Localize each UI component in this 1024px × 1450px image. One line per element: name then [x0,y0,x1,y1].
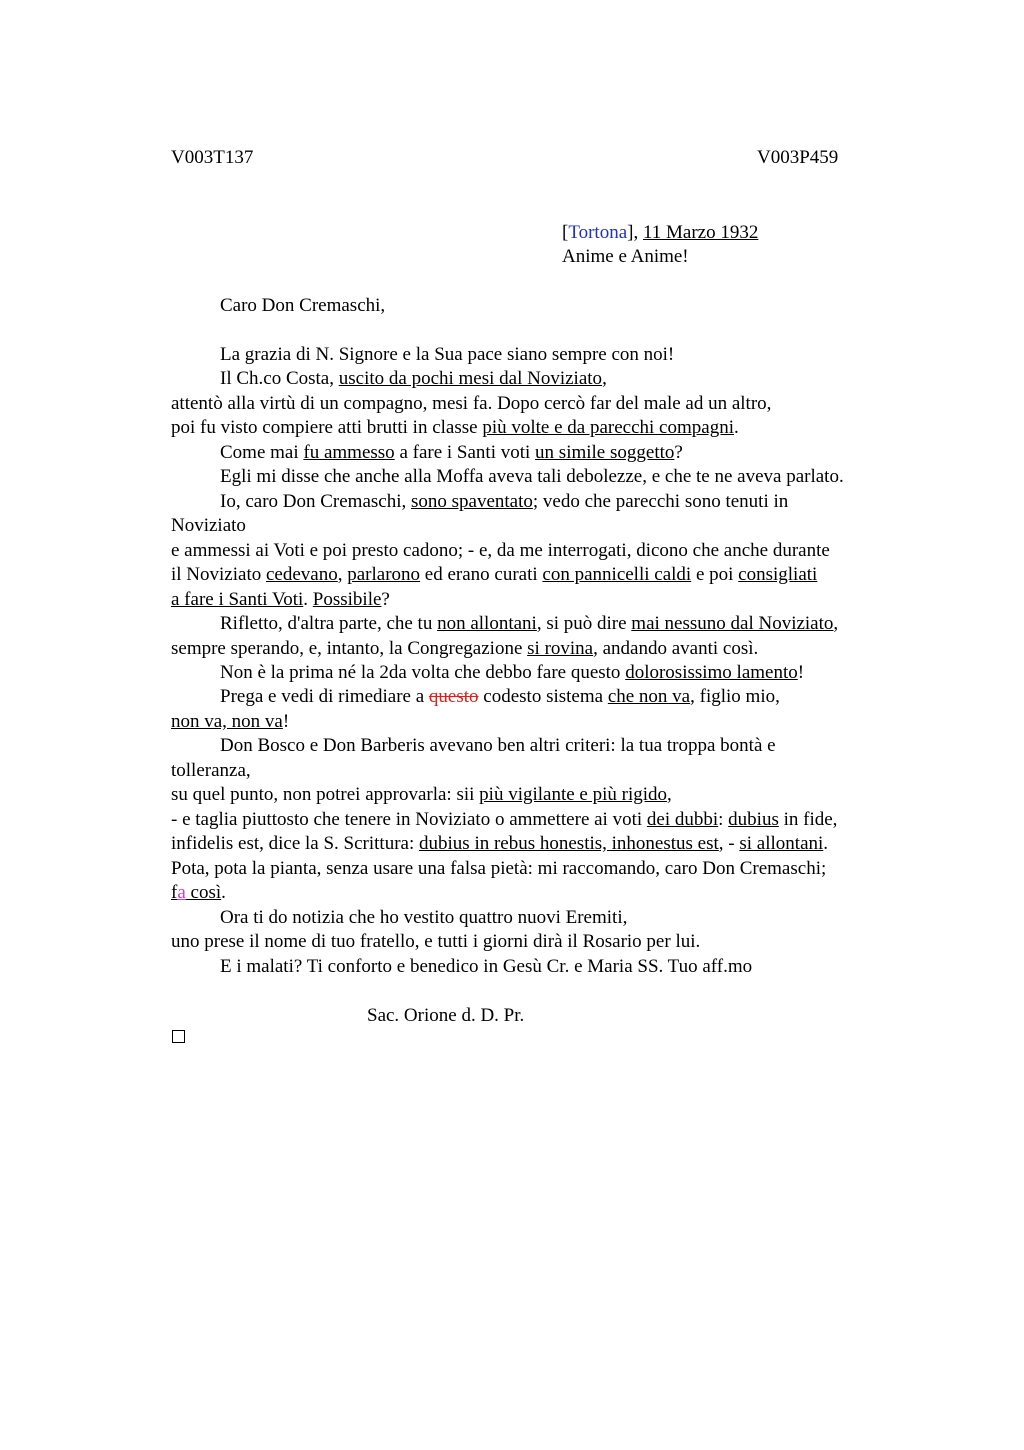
underlined-text: dolorosissimo lamento [625,662,798,683]
body-line-25: uno prese il nome di tuo fratello, e tutti i giorni dirà il Rosario per lui. [171,931,701,952]
text-span: sempre sperando, e, intanto, la Congregazione [171,638,528,659]
body-line-11 [171,588,390,612]
underlined-text: si rovina [527,638,594,659]
text-span: , si può dire [536,613,632,634]
text-span: ; vedo che parecchi sono tenuti in [532,491,789,512]
text-span: , [667,784,672,805]
body-line-15 [220,685,780,709]
bracket-close: ], [627,222,643,243]
body-line-26: E i malati? Ti conforto e benedico in Gesù Cr. e Maria SS. Tuo aff.mo [220,956,753,977]
body-line-18: tolleranza, [171,760,251,781]
underlined-text: un simile soggetto [535,442,675,463]
underlined-text: fu ammesso [303,442,395,463]
signature: Sac. Orione d. D. Pr. [367,1005,525,1026]
dateline [562,221,758,245]
text-span: su quel punto, non potrei approvarla: sii [171,784,480,805]
body-line-6: Egli mi disse che anche alla Moffa aveva tali debolezze, e che te ne aveva parlato. [220,466,844,487]
body-line-16 [171,710,289,734]
place-name: Tortona [568,222,628,243]
text-span: , figlio mio, [690,686,780,707]
body-line-20 [171,808,837,832]
text-span: , andando avanti così. [593,638,759,659]
body-line-9: e ammessi ai Voti e poi presto cadono; - e, da me interrogati, dicono che anche durante [171,540,830,561]
underlined-text: parlarono [347,564,421,585]
underlined-text: più volte e da parecchi compagni [482,417,734,438]
body-line-4 [171,416,739,440]
text-span: ? [381,589,390,610]
text-span: . [823,833,829,854]
underlined-text: dei dubbi [646,809,719,830]
letter-date: 11 Marzo 1932 [642,222,759,243]
text-span: Non è la prima né la 2da volta che debbo fare questo [220,662,626,683]
text-span: . [733,417,739,438]
underlined-text: non va, non va [171,711,283,732]
text-span: , [833,613,839,634]
body-line-17: Don Bosco e Don Barberis avevano ben altri criteri: la tua troppa bontà e [220,735,776,756]
text-span: , [602,368,607,389]
body-line-8: Noviziato [171,515,246,536]
text-span: Prega e vedi di rimediare a [220,686,429,707]
inserted-text: a [177,882,186,903]
body-line-21 [171,832,828,856]
text-span: , - [718,833,740,854]
underlined-text: più vigilante e più rigido [479,784,668,805]
underlined-text: dubius [728,809,779,830]
text-span: e poi [691,564,739,585]
underlined-text: consigliati [738,564,818,585]
text-span: a fare i Santi voti [394,442,536,463]
underlined-text: non allontani [437,613,537,634]
text-span: Io, caro Don Cremaschi, [220,491,411,512]
text-span: Il Ch.co Costa, [220,368,339,389]
body-line-3: attentò alla virtù di un compagno, mesi fa. Dopo cercò far del male ad un altro, [171,393,772,414]
body-line-7 [220,490,788,514]
body-line-13 [171,637,758,661]
underlined-text: sono spaventato [411,491,533,512]
text-span: ! [797,662,805,683]
underlined-text: con pannicelli caldi [542,564,692,585]
bracket-open: [ [562,222,569,243]
text-span: in fide, [778,809,838,830]
text-span: Come mai [220,442,304,463]
text-span: poi fu visto compiere atti brutti in classe [171,417,483,438]
text-span: , [337,564,348,585]
body-line-14 [220,661,804,685]
text-span: : [718,809,729,830]
underlined-text: cedevano [265,564,338,585]
body-line-24: Ora ti do notizia che ho vestito quattro nuovi Eremiti, [220,907,628,928]
text-span: codesto sistema [478,686,608,707]
text-span: . [303,589,313,610]
underlined-text: uscito da pochi mesi dal Noviziato [338,368,603,389]
text-span: infidelis est, dice la S. Scrittura: [171,833,420,854]
text-span: ! [282,711,290,732]
underlined-text: a fare i Santi Voti [171,589,304,610]
body-line-1: La grazia di N. Signore e la Sua pace siano sempre con noi! [220,344,675,365]
underlined-text: dubius in rebus honestis, inhonestus est [419,833,719,854]
underlined-text: mai nessuno dal Noviziato [631,613,834,634]
body-line-22: Pota, pota la pianta, senza usare una falsa pietà: mi raccomando, caro Don Cremaschi; [171,858,827,879]
text-span: il Noviziato [171,564,266,585]
text-span: Rifletto, d'altra parte, che tu [220,613,438,634]
body-line-23 [171,881,226,905]
underlined-text: così [190,882,222,903]
underlined-text: che non va [607,686,691,707]
right-code: V003P459 [757,147,839,168]
body-line-12 [220,612,838,636]
deleted-text: questo [428,686,479,707]
motto: Anime e Anime! [562,246,689,267]
text-span: ed erano curati [420,564,543,585]
text-span: - e taglia piuttosto che tenere in Noviziato o ammettere ai voti [171,809,647,830]
text-span: ? [674,442,683,463]
body-line-19 [171,783,672,807]
body-line-2 [220,367,607,391]
left-code: V003T137 [171,147,254,168]
salutation: Caro Don Cremaschi, [220,295,386,316]
text-span: . [221,882,226,903]
body-line-5 [220,441,683,465]
body-line-10 [171,563,817,587]
underlined-text: Possibile [312,589,382,610]
underlined-text: f [171,882,178,903]
underlined-text: si allontani [739,833,824,854]
empty-box-icon [172,1030,185,1043]
